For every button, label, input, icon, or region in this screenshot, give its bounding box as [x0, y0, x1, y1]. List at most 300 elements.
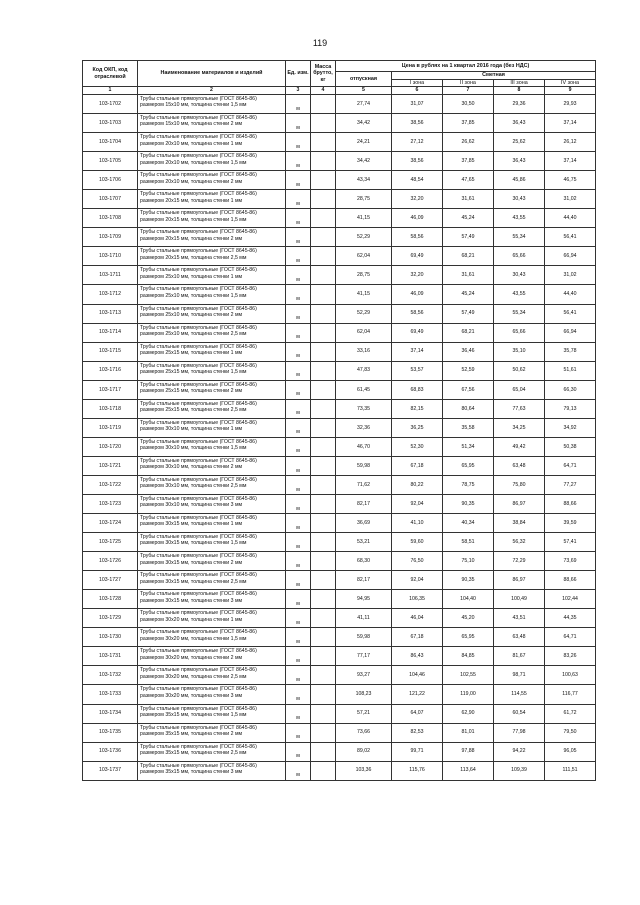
row-code: 103-1725	[83, 533, 138, 552]
table-row	[83, 571, 596, 590]
table-row	[83, 437, 596, 456]
row-name	[138, 380, 286, 399]
row-release-price: 41,11	[336, 609, 392, 628]
table-row	[83, 494, 596, 513]
column-index: 5	[336, 87, 392, 95]
row-name-line: Трубы стальные прямоугольные (ГОСТ 8645-86)	[140, 134, 257, 141]
row-name-line: размером 30х15 мм, толщина стенки 3 мм	[140, 597, 243, 604]
row-code: 103-1712	[83, 285, 138, 304]
row-unit: м	[286, 704, 311, 723]
row-name-line: размером 30х20 мм, толщина стенки 2 мм	[140, 654, 243, 661]
row-unit: м	[286, 533, 311, 552]
row-code: 103-1718	[83, 399, 138, 418]
row-unit: м	[286, 590, 311, 609]
header-mass: Масса брутто, кг	[311, 61, 336, 87]
row-code: 103-1708	[83, 209, 138, 228]
row-zone-4-price: 37,14	[545, 152, 596, 171]
row-unit: м	[286, 475, 311, 494]
row-zone-3-price: 114,55	[494, 685, 545, 704]
row-name-line: размером 20х15 мм, толщина стенки 1,5 мм	[140, 216, 247, 223]
row-name	[138, 494, 286, 513]
row-mass	[311, 704, 336, 723]
row-name	[138, 323, 286, 342]
row-unit: м	[286, 742, 311, 761]
row-zone-1-price: 36,25	[392, 418, 443, 437]
row-zone-2-price: 30,50	[443, 95, 494, 114]
row-mass	[311, 342, 336, 361]
row-zone-1-price: 68,83	[392, 380, 443, 399]
table-row	[83, 685, 596, 704]
row-zone-1-price: 32,20	[392, 266, 443, 285]
row-mass	[311, 742, 336, 761]
table-row	[83, 304, 596, 323]
row-mass	[311, 380, 336, 399]
row-release-price: 24,21	[336, 133, 392, 152]
row-zone-3-price: 43,55	[494, 285, 545, 304]
table-row	[83, 171, 596, 190]
row-name-line: Трубы стальные прямоугольные (ГОСТ 8645-86)	[140, 210, 257, 217]
row-unit: м	[286, 380, 311, 399]
row-release-price: 52,29	[336, 228, 392, 247]
row-name-line: Трубы стальные прямоугольные (ГОСТ 8645-86)	[140, 743, 257, 750]
row-release-price: 108,23	[336, 685, 392, 704]
row-code: 103-1722	[83, 475, 138, 494]
row-zone-4-price: 44,35	[545, 609, 596, 628]
table-row	[83, 266, 596, 285]
row-zone-4-price: 31,02	[545, 190, 596, 209]
row-zone-3-price: 36,43	[494, 152, 545, 171]
row-release-price: 68,30	[336, 552, 392, 571]
row-zone-1-price: 104,46	[392, 666, 443, 685]
row-code: 103-1736	[83, 742, 138, 761]
table-row	[83, 609, 596, 628]
row-zone-2-price: 35,58	[443, 418, 494, 437]
row-zone-3-price: 43,51	[494, 609, 545, 628]
price-table	[82, 60, 596, 781]
row-mass	[311, 95, 336, 114]
row-code: 103-1734	[83, 704, 138, 723]
row-name-line: размером 20х15 мм, толщина стенки 2,5 мм	[140, 254, 247, 261]
row-unit: м	[286, 285, 311, 304]
row-zone-4-price: 26,12	[545, 133, 596, 152]
row-mass	[311, 456, 336, 475]
table-header	[83, 61, 596, 95]
row-name-line: размером 25х15 мм, толщина стенки 2 мм	[140, 388, 243, 395]
row-name-line: размером 30х15 мм, толщина стенки 2,5 мм	[140, 578, 247, 585]
row-name	[138, 590, 286, 609]
row-zone-2-price: 45,20	[443, 609, 494, 628]
row-zone-2-price: 47,65	[443, 171, 494, 190]
row-zone-4-price: 83,26	[545, 647, 596, 666]
row-code: 103-1732	[83, 666, 138, 685]
row-name	[138, 628, 286, 647]
row-name-line: Трубы стальные прямоугольные (ГОСТ 8645-86)	[140, 305, 257, 312]
row-name-line: Трубы стальные прямоугольные (ГОСТ 8645-86)	[140, 686, 257, 693]
row-zone-1-price: 37,14	[392, 342, 443, 361]
row-zone-4-price: 29,93	[545, 95, 596, 114]
row-zone-1-price: 67,18	[392, 456, 443, 475]
row-name-line: размером 35х15 мм, толщина стенки 2 мм	[140, 730, 243, 737]
row-name-line: Трубы стальные прямоугольные (ГОСТ 8645-86)	[140, 610, 257, 617]
row-zone-1-price: 58,56	[392, 228, 443, 247]
row-zone-1-price: 46,09	[392, 285, 443, 304]
row-release-price: 41,15	[336, 209, 392, 228]
row-zone-1-price: 80,22	[392, 475, 443, 494]
row-zone-2-price: 119,00	[443, 685, 494, 704]
row-name-line: Трубы стальные прямоугольные (ГОСТ 8645-86)	[140, 515, 257, 522]
header-code: Код ОКП, код отраслевой	[83, 61, 138, 87]
row-name-line: размером 30х15 мм, толщина стенки 2 мм	[140, 559, 243, 566]
row-name-line: размером 20х10 мм, толщина стенки 1 мм	[140, 140, 243, 147]
row-code: 103-1730	[83, 628, 138, 647]
row-zone-3-price: 86,97	[494, 494, 545, 513]
row-zone-4-price: 77,27	[545, 475, 596, 494]
row-zone-1-price: 106,35	[392, 590, 443, 609]
row-zone-1-price: 41,10	[392, 514, 443, 533]
header-price-title: Цена в рублях на 1 квартал 2016 года (без НДС)	[336, 61, 596, 72]
row-unit: м	[286, 304, 311, 323]
row-name-line: Трубы стальные прямоугольные (ГОСТ 8645-86)	[140, 267, 257, 274]
row-release-price: 73,35	[336, 399, 392, 418]
row-name-line: размером 35х15 мм, толщина стенки 1,5 мм	[140, 711, 247, 718]
column-index: 9	[545, 87, 596, 95]
row-name	[138, 437, 286, 456]
row-zone-3-price: 72,29	[494, 552, 545, 571]
row-zone-1-price: 46,04	[392, 609, 443, 628]
row-name-line: размером 20х15 мм, толщина стенки 1 мм	[140, 197, 243, 204]
row-zone-3-price: 109,39	[494, 761, 545, 780]
row-release-price: 27,74	[336, 95, 392, 114]
row-mass	[311, 571, 336, 590]
row-zone-1-price: 53,57	[392, 361, 443, 380]
column-index: 8	[494, 87, 545, 95]
row-name	[138, 266, 286, 285]
row-zone-1-price: 59,60	[392, 533, 443, 552]
table-row	[83, 190, 596, 209]
row-zone-2-price: 67,56	[443, 380, 494, 399]
header-estimate-price: Сметная	[392, 72, 596, 80]
row-zone-3-price: 38,84	[494, 514, 545, 533]
row-code: 103-1713	[83, 304, 138, 323]
row-name-line: Трубы стальные прямоугольные (ГОСТ 8645-86)	[140, 229, 257, 236]
row-code: 103-1721	[83, 456, 138, 475]
row-zone-4-price: 34,92	[545, 418, 596, 437]
row-release-price: 61,45	[336, 380, 392, 399]
row-mass	[311, 190, 336, 209]
row-name	[138, 190, 286, 209]
row-name-line: Трубы стальные прямоугольные (ГОСТ 8645-86)	[140, 96, 257, 102]
row-mass	[311, 533, 336, 552]
row-name-line: Трубы стальные прямоугольные (ГОСТ 8645-86)	[140, 724, 257, 731]
row-code: 103-1702	[83, 95, 138, 114]
row-zone-3-price: 63,48	[494, 628, 545, 647]
row-unit: м	[286, 494, 311, 513]
row-mass	[311, 494, 336, 513]
row-zone-3-price: 77,98	[494, 723, 545, 742]
row-mass	[311, 247, 336, 266]
row-mass	[311, 399, 336, 418]
row-release-price: 93,27	[336, 666, 392, 685]
row-zone-1-price: 86,43	[392, 647, 443, 666]
row-name	[138, 685, 286, 704]
row-zone-4-price: 44,40	[545, 285, 596, 304]
row-name-line: размером 25х10 мм, толщина стенки 2,5 мм	[140, 330, 247, 337]
row-zone-4-price: 66,94	[545, 323, 596, 342]
row-name-line: Трубы стальные прямоугольные (ГОСТ 8645-86)	[140, 457, 257, 464]
row-mass	[311, 266, 336, 285]
row-name-line: размером 30х10 мм, толщина стенки 1 мм	[140, 426, 243, 433]
row-release-price: 59,98	[336, 628, 392, 647]
row-name-line: Трубы стальные прямоугольные (ГОСТ 8645-86)	[140, 419, 257, 426]
row-mass	[311, 285, 336, 304]
row-mass	[311, 209, 336, 228]
row-release-price: 43,34	[336, 171, 392, 190]
row-name	[138, 114, 286, 133]
row-code: 103-1711	[83, 266, 138, 285]
row-zone-3-price: 49,42	[494, 437, 545, 456]
table-row	[83, 514, 596, 533]
table-row	[83, 552, 596, 571]
row-release-price: 53,21	[336, 533, 392, 552]
row-name-line: Трубы стальные прямоугольные (ГОСТ 8645-86)	[140, 438, 257, 445]
row-code: 103-1720	[83, 437, 138, 456]
row-mass	[311, 437, 336, 456]
row-zone-2-price: 90,35	[443, 494, 494, 513]
row-zone-4-price: 102,44	[545, 590, 596, 609]
row-name-line: Трубы стальные прямоугольные (ГОСТ 8645-86)	[140, 476, 257, 483]
table-row	[83, 209, 596, 228]
header-unit: Ед. изм.	[286, 61, 311, 87]
row-zone-4-price: 39,59	[545, 514, 596, 533]
row-name-line: Трубы стальные прямоугольные (ГОСТ 8645-86)	[140, 553, 257, 560]
row-name	[138, 609, 286, 628]
row-release-price: 62,04	[336, 323, 392, 342]
table-row	[83, 742, 596, 761]
row-code: 103-1704	[83, 133, 138, 152]
row-code: 103-1716	[83, 361, 138, 380]
row-zone-2-price: 68,21	[443, 323, 494, 342]
row-code: 103-1709	[83, 228, 138, 247]
row-name-line: размером 30х20 мм, толщина стенки 3 мм	[140, 692, 243, 699]
row-zone-1-price: 76,50	[392, 552, 443, 571]
row-code: 103-1703	[83, 114, 138, 133]
row-name	[138, 552, 286, 571]
row-zone-3-price: 63,48	[494, 456, 545, 475]
row-code: 103-1706	[83, 171, 138, 190]
row-unit: м	[286, 266, 311, 285]
row-unit: м	[286, 761, 311, 780]
row-zone-2-price: 84,85	[443, 647, 494, 666]
row-release-price: 33,16	[336, 342, 392, 361]
row-zone-3-price: 43,55	[494, 209, 545, 228]
row-zone-2-price: 52,59	[443, 361, 494, 380]
row-name	[138, 761, 286, 780]
row-mass	[311, 114, 336, 133]
row-code: 103-1727	[83, 571, 138, 590]
row-name-line: Трубы стальные прямоугольные (ГОСТ 8645-86)	[140, 191, 257, 198]
row-unit: м	[286, 399, 311, 418]
row-name-line: Трубы стальные прямоугольные (ГОСТ 8645-86)	[140, 248, 257, 255]
row-zone-3-price: 98,71	[494, 666, 545, 685]
row-name-line: размером 30х15 мм, толщина стенки 1,5 мм	[140, 540, 247, 547]
column-index: 2	[138, 87, 286, 95]
row-code: 103-1714	[83, 323, 138, 342]
row-zone-3-price: 29,36	[494, 95, 545, 114]
row-zone-3-price: 77,63	[494, 399, 545, 418]
row-unit: м	[286, 647, 311, 666]
row-mass	[311, 514, 336, 533]
row-name-line: Трубы стальные прямоугольные (ГОСТ 8645-86)	[140, 591, 257, 598]
column-index: 3	[286, 87, 311, 95]
table-row	[83, 133, 596, 152]
row-name-line: размером 25х15 мм, толщина стенки 1 мм	[140, 350, 243, 357]
row-mass	[311, 171, 336, 190]
row-zone-2-price: 45,24	[443, 285, 494, 304]
row-release-price: 94,95	[336, 590, 392, 609]
row-zone-1-price: 46,09	[392, 209, 443, 228]
row-zone-4-price: 88,66	[545, 571, 596, 590]
row-mass	[311, 647, 336, 666]
row-zone-2-price: 51,34	[443, 437, 494, 456]
row-code: 103-1715	[83, 342, 138, 361]
row-name	[138, 533, 286, 552]
row-zone-4-price: 46,75	[545, 171, 596, 190]
table-body	[83, 95, 596, 781]
row-name-line: Трубы стальные прямоугольные (ГОСТ 8645-86)	[140, 153, 257, 160]
row-name-line: Трубы стальные прямоугольные (ГОСТ 8645-86)	[140, 381, 257, 388]
row-unit: м	[286, 209, 311, 228]
row-unit: м	[286, 247, 311, 266]
row-zone-2-price: 80,64	[443, 399, 494, 418]
row-release-price: 32,36	[336, 418, 392, 437]
row-unit: м	[286, 609, 311, 628]
row-zone-4-price: 64,71	[545, 628, 596, 647]
row-unit: м	[286, 361, 311, 380]
row-unit: м	[286, 456, 311, 475]
row-release-price: 59,98	[336, 456, 392, 475]
row-zone-2-price: 40,34	[443, 514, 494, 533]
row-zone-1-price: 82,15	[392, 399, 443, 418]
row-name	[138, 342, 286, 361]
column-index: 4	[311, 87, 336, 95]
row-name	[138, 418, 286, 437]
row-release-price: 89,02	[336, 742, 392, 761]
row-zone-1-price: 92,04	[392, 571, 443, 590]
table-row	[83, 647, 596, 666]
row-code: 103-1705	[83, 152, 138, 171]
row-name	[138, 723, 286, 742]
table-row	[83, 590, 596, 609]
row-name	[138, 171, 286, 190]
row-unit: м	[286, 552, 311, 571]
row-code: 103-1726	[83, 552, 138, 571]
row-mass	[311, 552, 336, 571]
row-name	[138, 704, 286, 723]
row-zone-2-price: 113,64	[443, 761, 494, 780]
row-name-line: Трубы стальные прямоугольные (ГОСТ 8645-86)	[140, 648, 257, 655]
row-zone-3-price: 60,54	[494, 704, 545, 723]
row-unit: м	[286, 152, 311, 171]
column-index: 6	[392, 87, 443, 95]
row-zone-3-price: 34,25	[494, 418, 545, 437]
row-name	[138, 514, 286, 533]
row-zone-1-price: 82,53	[392, 723, 443, 742]
row-name	[138, 228, 286, 247]
row-release-price: 71,62	[336, 475, 392, 494]
row-code: 103-1707	[83, 190, 138, 209]
row-zone-1-price: 69,49	[392, 323, 443, 342]
row-name	[138, 456, 286, 475]
row-zone-2-price: 81,01	[443, 723, 494, 742]
column-index: 7	[443, 87, 494, 95]
row-zone-3-price: 35,10	[494, 342, 545, 361]
row-name	[138, 647, 286, 666]
row-mass	[311, 609, 336, 628]
row-name-line: Трубы стальные прямоугольные (ГОСТ 8645-86)	[140, 705, 257, 712]
header-name: Наименование материалов и изделий	[138, 61, 286, 87]
table-row	[83, 361, 596, 380]
row-zone-3-price: 55,34	[494, 304, 545, 323]
row-zone-1-price: 121,22	[392, 685, 443, 704]
row-zone-3-price: 36,43	[494, 114, 545, 133]
row-name-line: Трубы стальные прямоугольные (ГОСТ 8645-86)	[140, 495, 257, 502]
row-unit: м	[286, 228, 311, 247]
row-name-line: размером 35х15 мм, толщина стенки 3 мм	[140, 769, 243, 776]
table-row	[83, 285, 596, 304]
row-name-line: размером 30х20 мм, толщина стенки 1 мм	[140, 616, 243, 623]
row-name-line: размером 25х10 мм, толщина стенки 1 мм	[140, 273, 243, 280]
row-code: 103-1731	[83, 647, 138, 666]
row-zone-2-price: 26,62	[443, 133, 494, 152]
table-row	[83, 247, 596, 266]
row-zone-4-price: 61,72	[545, 704, 596, 723]
row-name-line: размером 25х15 мм, толщина стенки 2,5 мм	[140, 407, 247, 414]
row-name-line: размером 30х10 мм, толщина стенки 3 мм	[140, 502, 243, 509]
table-row	[83, 399, 596, 418]
row-name	[138, 285, 286, 304]
row-zone-4-price: 79,50	[545, 723, 596, 742]
row-zone-2-price: 45,24	[443, 209, 494, 228]
row-name-line: Трубы стальные прямоугольные (ГОСТ 8645-86)	[140, 172, 257, 179]
row-name-line: размером 15х10 мм, толщина стенки 2 мм	[140, 121, 243, 128]
page-number: 119	[312, 38, 328, 48]
row-zone-4-price: 96,05	[545, 742, 596, 761]
row-zone-4-price: 88,66	[545, 494, 596, 513]
row-name	[138, 247, 286, 266]
row-zone-1-price: 48,54	[392, 171, 443, 190]
row-zone-4-price: 44,40	[545, 209, 596, 228]
row-zone-1-price: 115,76	[392, 761, 443, 780]
row-zone-3-price: 65,04	[494, 380, 545, 399]
row-code: 103-1723	[83, 494, 138, 513]
table-row	[83, 114, 596, 133]
row-name-line: Трубы стальные прямоугольные (ГОСТ 8645-86)	[140, 534, 257, 541]
row-zone-2-price: 37,85	[443, 152, 494, 171]
row-mass	[311, 133, 336, 152]
row-zone-1-price: 38,56	[392, 152, 443, 171]
table-row	[83, 228, 596, 247]
row-mass	[311, 323, 336, 342]
table-row	[83, 666, 596, 685]
row-zone-2-price: 31,61	[443, 266, 494, 285]
row-mass	[311, 361, 336, 380]
row-name-line: размером 25х10 мм, толщина стенки 2 мм	[140, 311, 243, 318]
row-release-price: 62,04	[336, 247, 392, 266]
row-release-price: 82,17	[336, 571, 392, 590]
row-zone-3-price: 45,86	[494, 171, 545, 190]
row-name-line: размером 20х10 мм, толщина стенки 1,5 мм	[140, 159, 247, 166]
row-zone-2-price: 65,95	[443, 628, 494, 647]
